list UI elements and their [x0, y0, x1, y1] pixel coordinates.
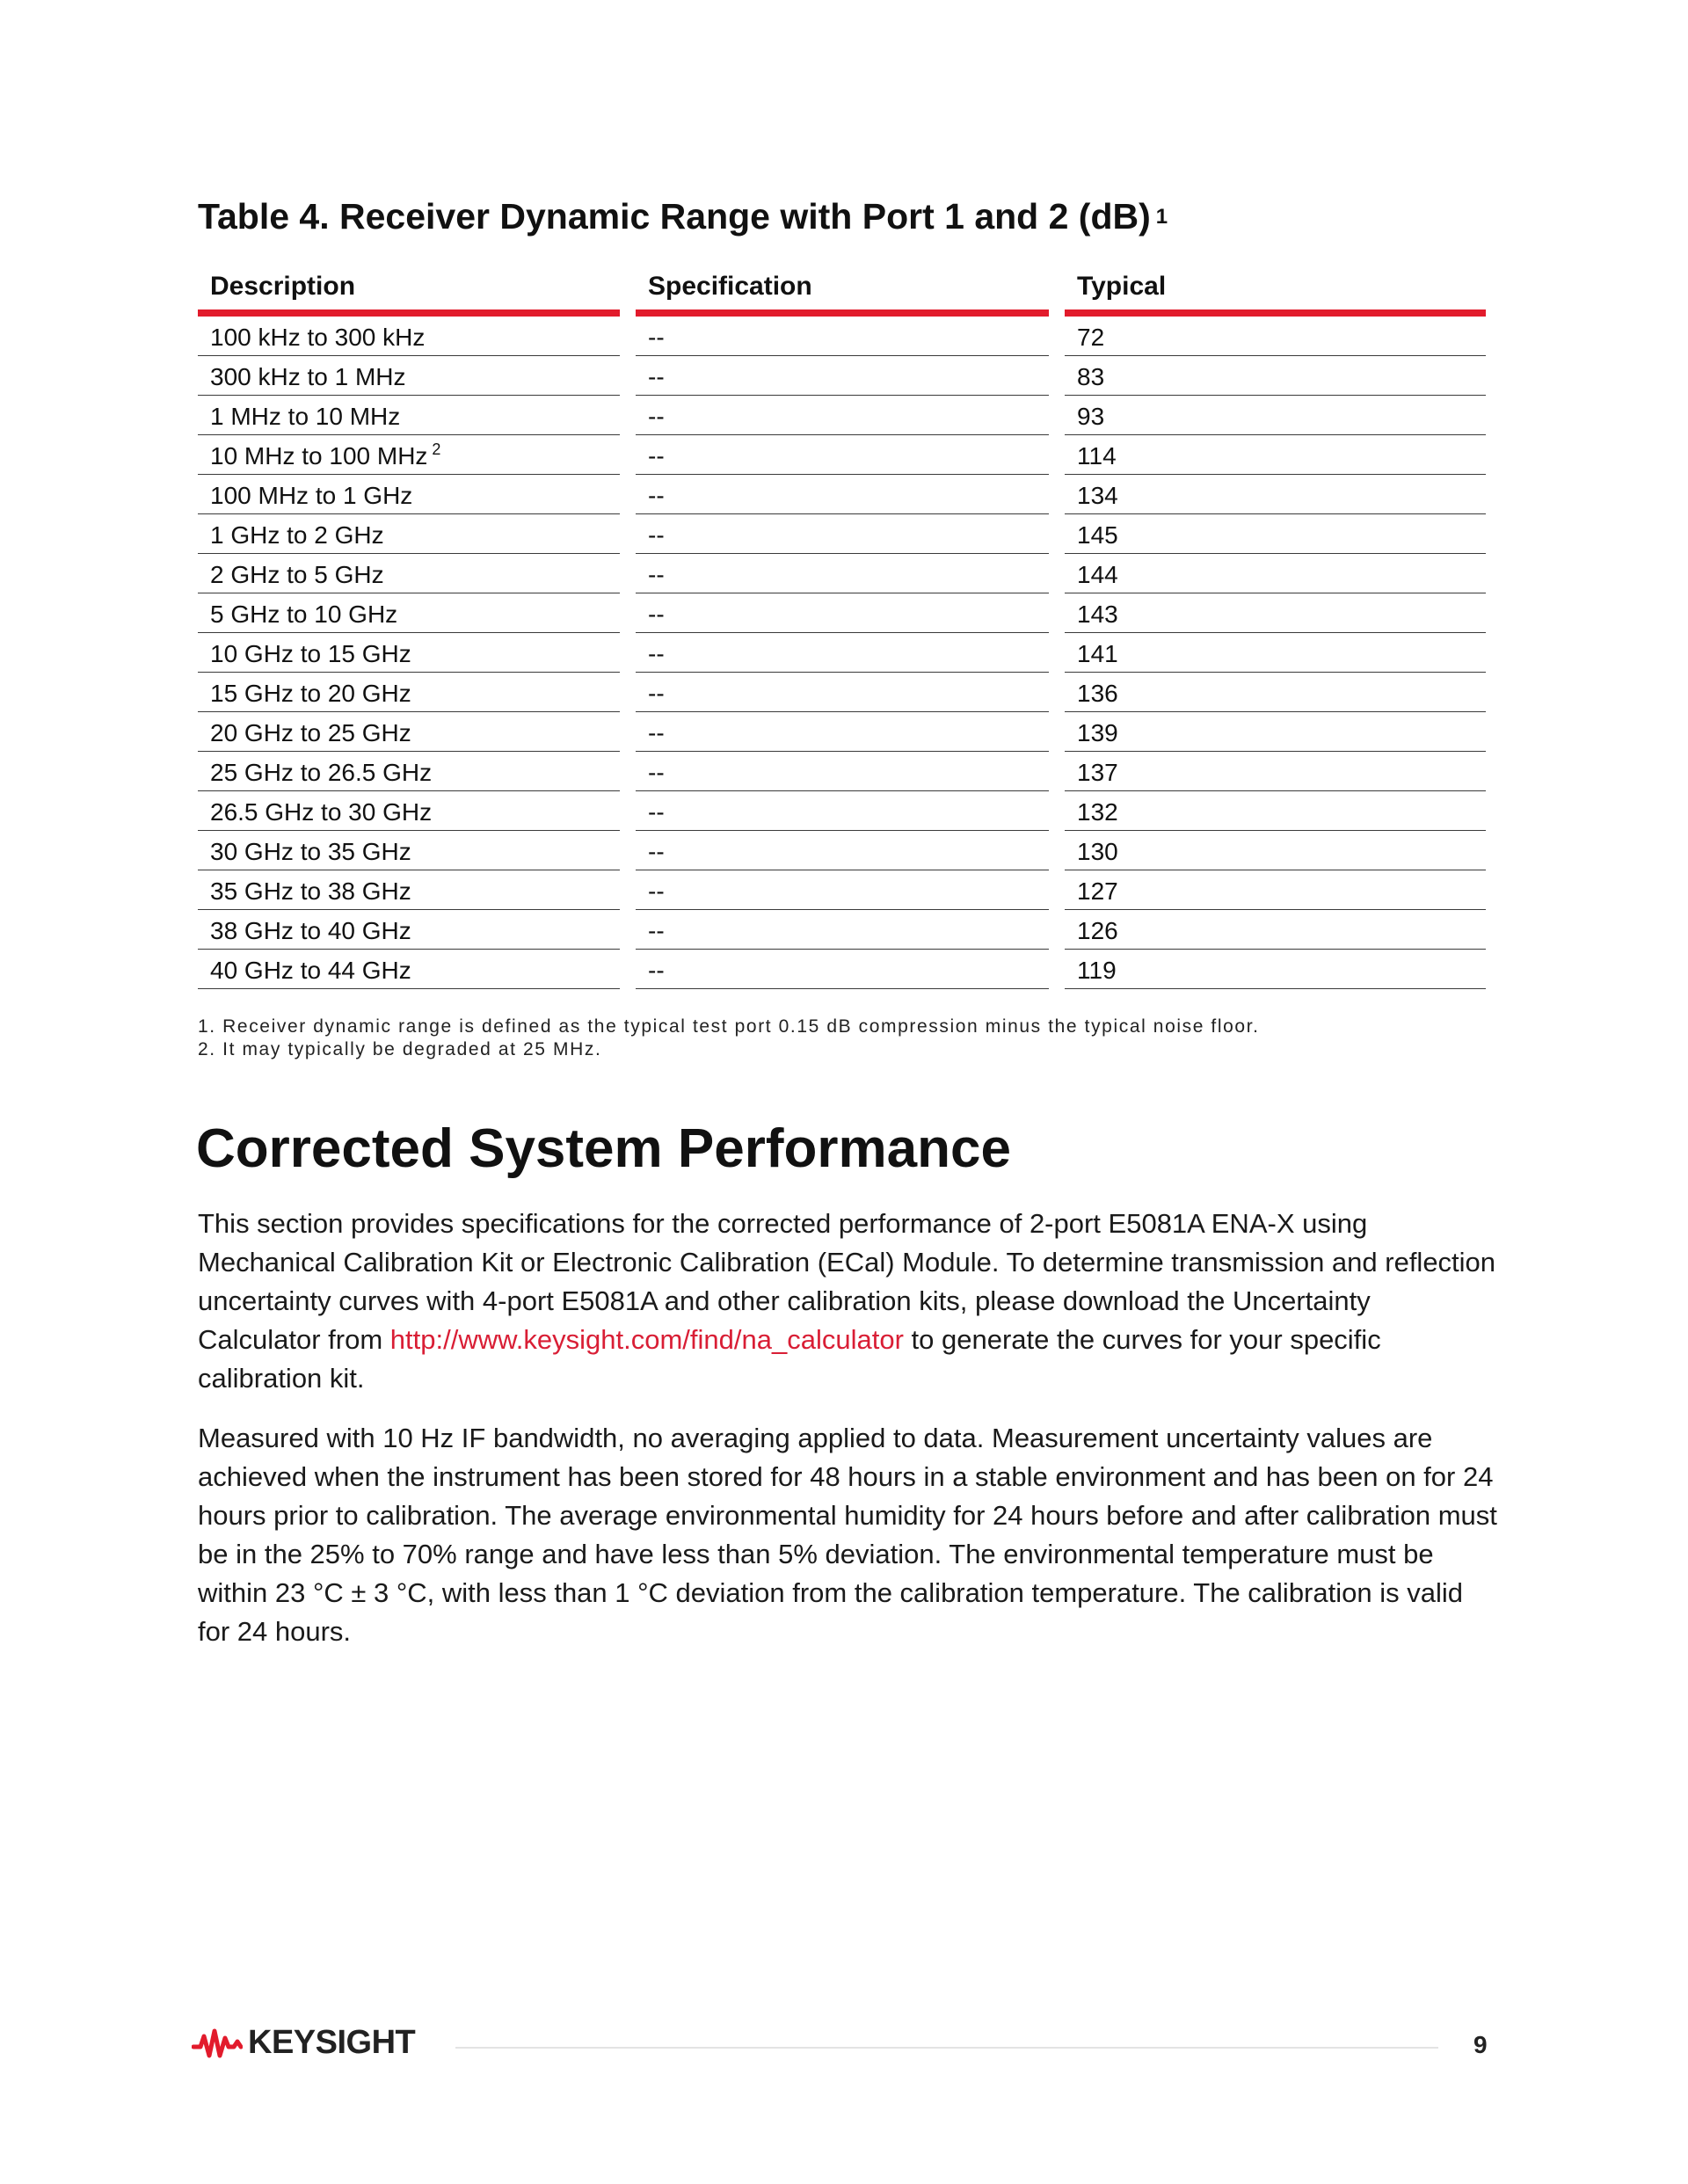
table-title: [198, 195, 1168, 238]
description-cell: [198, 910, 620, 950]
keysight-wordmark: KEYSIGHT: [248, 2024, 416, 2061]
description-cell: [198, 317, 620, 356]
typical-cell: 141: [1065, 633, 1486, 673]
specification-cell: --: [636, 396, 1049, 435]
table-row: [198, 752, 1486, 791]
specification-cell: --: [636, 752, 1049, 791]
table-row: [198, 356, 1486, 396]
description-cell: [198, 831, 620, 870]
description-cell: [198, 633, 620, 673]
table-row: [198, 396, 1486, 435]
measurement-conditions-paragraph: Measured with 10 Hz IF bandwidth, no averaging applied to data. Measurement uncertainty values are achieved when the instrument has been stored for 48 hours in a stable environment and has been on for 24 hours prior to calibration. The average environmental humidity for 24 hours before and after calibration must be in the 25% to 70% range and have less than 5% deviation. The environmental temperature must be within 23 °C ± 3 °C, with less than 1 °C deviation from the calibration temperature. The calibration is valid for 24 hours.: [198, 1423, 1497, 1647]
description-text: 2 GHz to 5 GHz: [210, 561, 384, 588]
typical-cell: 126: [1065, 910, 1486, 950]
specification-cell: --: [636, 356, 1049, 396]
description-text: 35 GHz to 38 GHz: [210, 877, 411, 905]
description-text: 26.5 GHz to 30 GHz: [210, 798, 433, 826]
description-text: 10 MHz to 100 MHz: [210, 442, 428, 470]
table-row: [198, 554, 1486, 593]
description-cell: [198, 791, 620, 831]
specification-cell: --: [636, 633, 1049, 673]
description-text: 100 kHz to 300 kHz: [210, 324, 426, 351]
table-row: [198, 673, 1486, 712]
typical-cell: 139: [1065, 712, 1486, 752]
description-text: 5 GHz to 10 GHz: [210, 601, 398, 628]
typical-cell: 143: [1065, 593, 1486, 633]
description-cell: [198, 870, 620, 910]
intro-text-end: to generate the curves for your specific calibration kit.: [198, 1324, 1381, 1394]
description-cell: [198, 514, 620, 554]
description-text: 10 GHz to 15 GHz: [210, 640, 411, 667]
description-text: 100 MHz to 1 GHz: [210, 482, 413, 509]
table-row: [198, 791, 1486, 831]
receiver-dynamic-range-table: [198, 264, 1486, 989]
table-row: [198, 317, 1486, 356]
description-text: 1 MHz to 10 MHz: [210, 403, 401, 430]
description-cell: [198, 593, 620, 633]
header-specification: Specification: [636, 264, 1049, 317]
table-row: [198, 475, 1486, 514]
description-text: 25 GHz to 26.5 GHz: [210, 759, 433, 786]
description-cell: [198, 752, 620, 791]
keysight-wave-icon: [192, 2026, 243, 2061]
description-cell: [198, 475, 620, 514]
typical-cell: 137: [1065, 752, 1486, 791]
table-row: [198, 593, 1486, 633]
description-cell: [198, 554, 620, 593]
specification-cell: --: [636, 831, 1049, 870]
description-cell: [198, 673, 620, 712]
specification-cell: --: [636, 870, 1049, 910]
specification-cell: --: [636, 950, 1049, 989]
description-text: 300 kHz to 1 MHz: [210, 363, 406, 390]
description-text: 40 GHz to 44 GHz: [210, 957, 411, 984]
specification-cell: --: [636, 910, 1049, 950]
description-cell: [198, 712, 620, 752]
table-title-text: Table 4. Receiver Dynamic Range with Port 1 and 2 (dB): [198, 196, 1151, 237]
specification-cell: --: [636, 593, 1049, 633]
page-number: 9: [1473, 2031, 1488, 2058]
typical-cell: 136: [1065, 673, 1486, 712]
typical-cell: 114: [1065, 435, 1486, 475]
description-text: 38 GHz to 40 GHz: [210, 917, 411, 944]
keysight-logo: [192, 2024, 415, 2062]
row-footnote-marker: 2: [432, 440, 441, 458]
description-cell: [198, 356, 620, 396]
intro-text-start: This section provides specifications for the corrected performance of 2-port E5081A ENA-X using Mechanical Calibration Kit or Electronic Calibration (ECal) Module. To determine transmission and reflection uncertainty curves with 4-port E5081A and other calibration kits, please download the Uncertainty Calculator from: [198, 1208, 1496, 1355]
na-calculator-link[interactable]: http://www.keysight.com/find/na_calculator: [389, 1324, 904, 1355]
table-row: [198, 712, 1486, 752]
title-footnote-marker: 1: [1155, 205, 1168, 229]
table-footnotes: [198, 1016, 1260, 1061]
table-row: [198, 514, 1486, 554]
typical-cell: 145: [1065, 514, 1486, 554]
description-cell: [198, 435, 620, 475]
description-cell: [198, 950, 620, 989]
typical-cell: 72: [1065, 317, 1486, 356]
typical-cell: 127: [1065, 870, 1486, 910]
table-row: [198, 870, 1486, 910]
specification-cell: --: [636, 554, 1049, 593]
typical-cell: 119: [1065, 950, 1486, 989]
footnote-1: 1. Receiver dynamic range is defined as the typical test port 0.15 dB compression minus the typical noise floor.: [198, 1016, 1260, 1037]
header-description: Description: [198, 264, 620, 317]
specification-cell: --: [636, 712, 1049, 752]
table-header-row: [198, 264, 1486, 317]
typical-cell: 144: [1065, 554, 1486, 593]
section-heading: Corrected System Performance: [196, 1118, 1011, 1179]
specification-cell: --: [636, 435, 1049, 475]
typical-cell: 83: [1065, 356, 1486, 396]
table-row: [198, 950, 1486, 989]
description-cell: [198, 396, 620, 435]
header-typical: Typical: [1065, 264, 1486, 317]
specification-cell: --: [636, 514, 1049, 554]
footer-divider: [455, 2047, 1438, 2049]
specification-cell: --: [636, 673, 1049, 712]
typical-cell: 134: [1065, 475, 1486, 514]
footnote-2: 2. It may typically be degraded at 25 MHz.: [198, 1039, 602, 1059]
specification-cell: --: [636, 475, 1049, 514]
description-text: 15 GHz to 20 GHz: [210, 680, 411, 707]
specification-cell: --: [636, 791, 1049, 831]
table-row: [198, 831, 1486, 870]
specification-cell: --: [636, 317, 1049, 356]
table-row: [198, 633, 1486, 673]
table-row: [198, 435, 1486, 475]
table-body: [198, 317, 1486, 989]
typical-cell: 132: [1065, 791, 1486, 831]
intro-paragraph: [198, 1205, 1499, 1398]
table-row: [198, 910, 1486, 950]
typical-cell: 130: [1065, 831, 1486, 870]
description-text: 1 GHz to 2 GHz: [210, 521, 384, 549]
typical-cell: 93: [1065, 396, 1486, 435]
description-text: 30 GHz to 35 GHz: [210, 838, 411, 865]
description-text: 20 GHz to 25 GHz: [210, 719, 411, 746]
